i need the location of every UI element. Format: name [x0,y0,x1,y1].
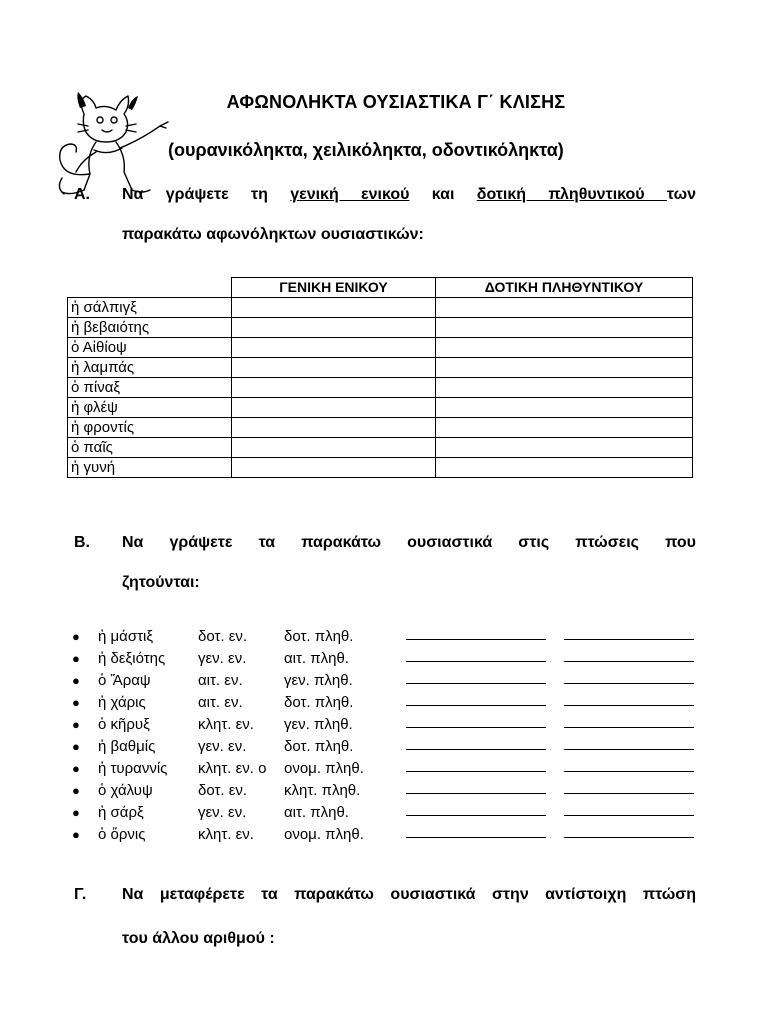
noun-cell: ἡ φλέψ [68,398,232,418]
bullet-icon: ● [72,673,80,688]
noun-label: ἡ σάρξ [98,804,144,821]
answer-cell[interactable] [232,418,436,438]
noun-label: ὁ χάλυψ [98,782,153,799]
noun-label: ὁ κῆρυξ [98,716,150,733]
table-corner-cell [68,278,232,298]
answer-cell[interactable] [232,338,436,358]
noun-cell: ἡ γυνή [68,458,232,478]
answer-blank-1[interactable] [406,705,546,706]
case-label-2: κλητ. πληθ. [284,782,361,799]
bullet-icon: ● [72,827,80,842]
answer-blank-2[interactable] [564,771,694,772]
section-c-instruction-line2: του άλλου αριθμού : [122,930,275,947]
answer-cell[interactable] [436,398,693,418]
table-row [68,438,693,458]
case-label-2: ονομ. πληθ. [284,826,364,843]
case-label-2: γεν. πληθ. [284,716,353,733]
bullet-icon: ● [72,783,80,798]
table-row [68,338,693,358]
answer-blank-1[interactable] [406,793,546,794]
answer-blank-2[interactable] [564,815,694,816]
column-header-dative-plural: ΔΟΤΙΚΗ ΠΛΗΘΥΝΤΙΚΟΥ [436,278,693,298]
answer-cell[interactable] [436,418,693,438]
noun-label: ἡ τυραννίς [98,760,168,777]
noun-cell: ὁ Αἰθίοψ [68,338,232,358]
section-c-letter: Γ. [74,886,87,903]
answer-cell[interactable] [436,458,693,478]
noun-label: ὁ Ἄραψ [98,672,151,689]
noun-cell: ὁ πίναξ [68,378,232,398]
answer-blank-2[interactable] [564,793,694,794]
answer-cell[interactable] [232,358,436,378]
case-label-1: αιτ. εν. [198,672,243,689]
answer-blank-2[interactable] [564,639,694,640]
noun-label: ἡ βαθμίς [98,738,156,755]
bullet-icon: ● [72,629,80,644]
case-label-1: δοτ. εν. [198,782,248,799]
table-row [68,358,693,378]
answer-cell[interactable] [232,378,436,398]
section-a-underlined-2: δοτική πληθυντικού [476,186,667,203]
answer-blank-2[interactable] [564,749,694,750]
section-a-letter: Α. [74,186,90,203]
bullet-icon: ● [72,717,80,732]
answer-cell[interactable] [436,338,693,358]
noun-cell: ἡ σάλπιγξ [68,298,232,318]
answer-blank-1[interactable] [406,661,546,662]
bullet-icon: ● [72,805,80,820]
answer-blank-1[interactable] [406,771,546,772]
answer-cell[interactable] [436,378,693,398]
table-row [68,458,693,478]
answer-cell[interactable] [436,318,693,338]
case-label-1: γεν. εν. [198,650,247,667]
bullet-icon: ● [72,651,80,666]
answer-blank-2[interactable] [564,727,694,728]
answer-blank-1[interactable] [406,749,546,750]
case-label-2: δοτ. πληθ. [284,694,354,711]
case-label-2: δοτ. πληθ. [284,628,354,645]
answer-cell[interactable] [436,298,693,318]
table-row [68,418,693,438]
case-label-1: γεν. εν. [198,804,247,821]
bullet-icon: ● [72,739,80,754]
case-label-2: γεν. πληθ. [284,672,353,689]
section-a-instruction-line1 [122,186,696,204]
section-a-instruction-line2: παρακάτω αφωνόληκτων ουσιαστικών: [122,226,424,243]
noun-cell: ὁ παῖς [68,438,232,458]
table-header-row [68,278,693,298]
section-a-text-3: των [666,186,697,203]
noun-label: ὁ ὄρνις [98,826,146,843]
answer-blank-1[interactable] [406,837,546,838]
case-label-1: κλητ. εν. ο [198,760,267,777]
bullet-icon: ● [72,761,80,776]
noun-cell: ἡ λαμπάς [68,358,232,378]
table-row [68,298,693,318]
answer-blank-2[interactable] [564,661,694,662]
answer-cell[interactable] [436,358,693,378]
answer-blank-1[interactable] [406,639,546,640]
answer-blank-2[interactable] [564,705,694,706]
case-label-2: ονομ. πληθ. [284,760,364,777]
case-label-2: αιτ. πληθ. [284,650,349,667]
case-label-1: δοτ. εν. [198,628,248,645]
section-a-text-1: Να γράψετε τη [122,186,291,203]
case-label-2: δοτ. πληθ. [284,738,354,755]
case-label-1: αιτ. εν. [198,694,243,711]
answer-cell[interactable] [232,438,436,458]
section-a-underlined-1: γενική ενικού [290,186,410,203]
case-label-2: αιτ. πληθ. [284,804,349,821]
answer-cell[interactable] [436,438,693,458]
column-header-genitive-singular: ΓΕΝΙΚΗ ΕΝΙΚΟΥ [232,278,436,298]
answer-blank-1[interactable] [406,683,546,684]
answer-blank-1[interactable] [406,727,546,728]
page-subtitle: (ουρανικόληκτα, χειλικόληκτα, οδοντικόληκτα) [168,140,564,160]
noun-cell: ἡ φροντίς [68,418,232,438]
bullet-icon: ● [72,695,80,710]
case-label-1: γεν. εν. [198,738,247,755]
section-b-letter: Β. [74,534,90,551]
declension-table [67,277,693,478]
section-a-text-2: και [409,186,477,203]
table-row [68,318,693,338]
noun-label: ἡ χάρις [98,694,146,711]
answer-blank-2[interactable] [564,837,694,838]
table-row [68,398,693,418]
answer-cell[interactable] [232,398,436,418]
noun-cell: ἡ βεβαιότης [68,318,232,338]
case-label-1: κλητ. εν. [198,716,254,733]
case-label-1: κλητ. εν. [198,826,254,843]
noun-label: ἡ μάστιξ [98,628,154,645]
answer-blank-2[interactable] [564,683,694,684]
answer-cell[interactable] [232,318,436,338]
answer-cell[interactable] [232,298,436,318]
answer-blank-1[interactable] [406,815,546,816]
answer-cell[interactable] [232,458,436,478]
section-b-instruction-line1: Να γράψετε τα παρακάτω ουσιαστικά στις πτώσεις που [122,534,696,551]
page-title: ΑΦΩΝΟΛΗΚΤΑ ΟΥΣΙΑΣΤΙΚΑ Γ΄ ΚΛΙΣΗΣ [226,92,566,112]
table-row [68,378,693,398]
cartoon-illustration [44,86,184,198]
noun-label: ἡ δεξιότης [98,650,166,667]
section-c-instruction-line1: Να μεταφέρετε τα παρακάτω ουσιαστικά στην αντίστοιχη πτώση [122,886,696,903]
section-b-instruction-line2: ζητούνται: [122,574,200,591]
